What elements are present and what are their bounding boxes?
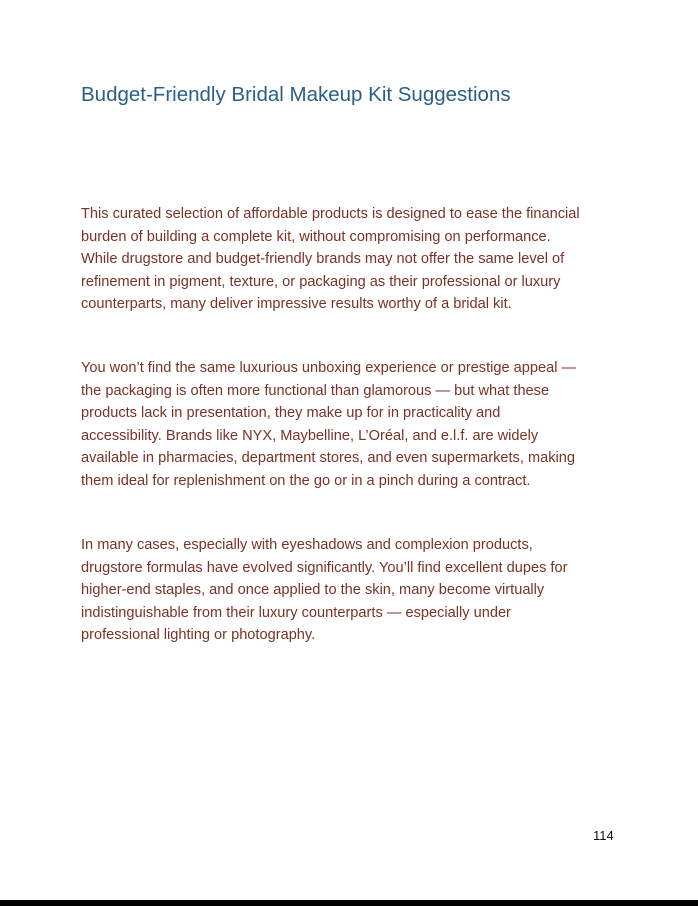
- paragraph-line: This curated selection of affordable products is designed to ease the financial: [81, 206, 580, 222]
- paragraph-line: burden of building a complete kit, without compromising on performance.: [81, 228, 551, 245]
- paragraph-line: You won’t find the same luxurious unboxing experience or prestige appeal —: [81, 360, 577, 376]
- paragraph-line: While drugstore and budget-friendly brands may not offer the same level of: [81, 251, 565, 267]
- paragraph-line: In many cases, especially with eyeshadows and complexion products,: [81, 537, 533, 553]
- paragraph-3: [81, 534, 621, 647]
- paragraph-1: [81, 203, 621, 316]
- paragraph-line: indistinguishable from their luxury counterparts — especially under: [81, 604, 511, 621]
- paragraph-line: them ideal for replenishment on the go or in a pinch during a contract.: [81, 472, 531, 489]
- paragraph-line: available in pharmacies, department stores, and even supermarkets, making: [81, 450, 576, 466]
- paragraph-2: [81, 357, 621, 492]
- paragraph-line: the packaging is often more functional than glamorous — but what these: [81, 382, 550, 399]
- page-number: 114: [593, 828, 614, 843]
- paragraph-line: professional lighting or photography.: [81, 627, 316, 643]
- paragraph-line: higher-end staples, and once applied to the skin, many become virtually: [81, 582, 545, 598]
- paragraph-line: refinement in pigment, texture, or packaging as their professional or luxury: [81, 273, 561, 290]
- paragraph-line: accessibility. Brands like NYX, Maybelline, L’Oréal, and e.l.f. are widely: [81, 427, 539, 444]
- paragraph-line: counterparts, many deliver impressive results worthy of a bridal kit.: [81, 296, 512, 312]
- bottom-edge-bar: [0, 900, 698, 906]
- paragraph-line: drugstore formulas have evolved significantly. You’ll find excellent dupes for: [81, 559, 568, 576]
- paragraph-line: products lack in presentation, they make up for in practicality and: [81, 405, 501, 421]
- page-title: Budget-Friendly Bridal Makeup Kit Suggestions: [81, 83, 511, 106]
